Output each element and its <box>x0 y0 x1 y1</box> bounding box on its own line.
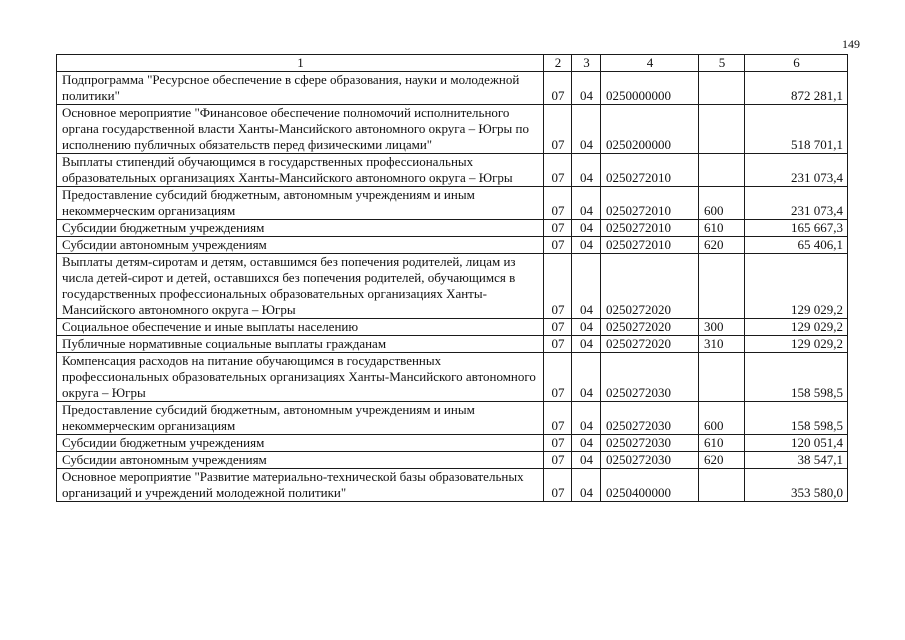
row-section: 07 <box>544 353 572 402</box>
row-sum: 231 073,4 <box>745 187 848 220</box>
row-target-code: 0250000000 <box>601 72 699 105</box>
row-sum: 518 701,1 <box>745 105 848 154</box>
row-subsection: 04 <box>572 105 601 154</box>
table-row <box>57 435 848 452</box>
row-name: Субсидии автономным учреждениям <box>57 237 544 254</box>
table-row <box>57 469 848 502</box>
row-section: 07 <box>544 154 572 187</box>
row-section: 07 <box>544 72 572 105</box>
table-row <box>57 402 848 435</box>
table-row <box>57 237 848 254</box>
table-row <box>57 336 848 353</box>
row-sum: 129 029,2 <box>745 254 848 319</box>
row-section: 07 <box>544 469 572 502</box>
row-expense-type: 600 <box>699 402 745 435</box>
row-subsection: 04 <box>572 435 601 452</box>
row-subsection: 04 <box>572 154 601 187</box>
header-cell: 1 <box>57 55 544 72</box>
row-sum: 158 598,5 <box>745 353 848 402</box>
row-name: Основное мероприятие "Финансовое обеспечение полномочий исполнительного органа государственной власти Ханты-Мансийского автономного округа – Югры по исполнению публичных обязательств перед физическими лицами" <box>57 105 544 154</box>
row-section: 07 <box>544 237 572 254</box>
row-target-code: 0250272010 <box>601 154 699 187</box>
row-expense-type <box>699 72 745 105</box>
row-target-code: 0250272030 <box>601 452 699 469</box>
row-name: Предоставление субсидий бюджетным, автономным учреждениям и иным некоммерческим организациям <box>57 187 544 220</box>
table-row <box>57 452 848 469</box>
header-cell: 4 <box>601 55 699 72</box>
page-number: 149 <box>842 37 860 51</box>
row-subsection: 04 <box>572 187 601 220</box>
row-expense-type <box>699 469 745 502</box>
row-target-code: 0250400000 <box>601 469 699 502</box>
row-expense-type: 620 <box>699 237 745 254</box>
row-subsection: 04 <box>572 452 601 469</box>
row-expense-type: 310 <box>699 336 745 353</box>
row-expense-type <box>699 154 745 187</box>
row-subsection: 04 <box>572 237 601 254</box>
row-section: 07 <box>544 187 572 220</box>
row-target-code: 0250272020 <box>601 319 699 336</box>
row-name: Публичные нормативные социальные выплаты гражданам <box>57 336 544 353</box>
row-sum: 165 667,3 <box>745 220 848 237</box>
row-section: 07 <box>544 220 572 237</box>
row-sum: 872 281,1 <box>745 72 848 105</box>
row-sum: 231 073,4 <box>745 154 848 187</box>
row-expense-type <box>699 105 745 154</box>
table-row <box>57 319 848 336</box>
row-section: 07 <box>544 254 572 319</box>
row-expense-type: 300 <box>699 319 745 336</box>
row-name: Компенсация расходов на питание обучающимся в государственных профессиональных образовательных организациях Ханты-Мансийского автономного округа – Югры <box>57 353 544 402</box>
row-section: 07 <box>544 452 572 469</box>
row-subsection: 04 <box>572 336 601 353</box>
row-sum: 158 598,5 <box>745 402 848 435</box>
budget-table <box>56 54 848 502</box>
table-row <box>57 154 848 187</box>
row-name: Предоставление субсидий бюджетным, автономным учреждениям и иным некоммерческим организациям <box>57 402 544 435</box>
row-section: 07 <box>544 336 572 353</box>
row-target-code: 0250272030 <box>601 402 699 435</box>
row-section: 07 <box>544 319 572 336</box>
row-sum: 353 580,0 <box>745 469 848 502</box>
row-subsection: 04 <box>572 319 601 336</box>
row-subsection: 04 <box>572 220 601 237</box>
row-section: 07 <box>544 402 572 435</box>
table-header-row <box>57 55 848 72</box>
row-target-code: 0250272020 <box>601 336 699 353</box>
row-target-code: 0250272010 <box>601 237 699 254</box>
header-cell: 6 <box>745 55 848 72</box>
row-target-code: 0250272010 <box>601 220 699 237</box>
row-subsection: 04 <box>572 353 601 402</box>
row-section: 07 <box>544 435 572 452</box>
row-subsection: 04 <box>572 72 601 105</box>
row-sum: 38 547,1 <box>745 452 848 469</box>
row-name: Подпрограмма "Ресурсное обеспечение в сфере образования, науки и молодежной политики" <box>57 72 544 105</box>
row-subsection: 04 <box>572 469 601 502</box>
row-expense-type: 620 <box>699 452 745 469</box>
row-name: Основное мероприятие "Развитие материально-технической базы образовательных организаций и учреждений молодежной политики" <box>57 469 544 502</box>
row-name: Выплаты детям-сиротам и детям, оставшимся без попечения родителей, лицам из числа детей-сирот и детей, оставшихся без попечения родителей, обучающимся в государственных профессиональных образовательных организациях Ханты-Мансийского автономного округа – Югры <box>57 254 544 319</box>
table-row <box>57 72 848 105</box>
row-name: Субсидии автономным учреждениям <box>57 452 544 469</box>
header-cell: 2 <box>544 55 572 72</box>
table-row <box>57 105 848 154</box>
row-name: Выплаты стипендий обучающимся в государственных профессиональных образовательных организациях Ханты-Мансийского автономного округа – Югры <box>57 154 544 187</box>
table-row <box>57 254 848 319</box>
table-body <box>57 72 848 502</box>
row-name: Субсидии бюджетным учреждениям <box>57 220 544 237</box>
row-expense-type: 610 <box>699 435 745 452</box>
row-target-code: 0250200000 <box>601 105 699 154</box>
header-cell: 5 <box>699 55 745 72</box>
row-expense-type <box>699 353 745 402</box>
row-expense-type: 610 <box>699 220 745 237</box>
row-section: 07 <box>544 105 572 154</box>
row-sum: 65 406,1 <box>745 237 848 254</box>
header-cell: 3 <box>572 55 601 72</box>
row-sum: 120 051,4 <box>745 435 848 452</box>
row-name: Субсидии бюджетным учреждениям <box>57 435 544 452</box>
table-row <box>57 187 848 220</box>
row-subsection: 04 <box>572 402 601 435</box>
row-sum: 129 029,2 <box>745 319 848 336</box>
row-expense-type <box>699 254 745 319</box>
row-name: Социальное обеспечение и иные выплаты населению <box>57 319 544 336</box>
table-row <box>57 220 848 237</box>
row-expense-type: 600 <box>699 187 745 220</box>
row-sum: 129 029,2 <box>745 336 848 353</box>
row-subsection: 04 <box>572 254 601 319</box>
table-row <box>57 353 848 402</box>
row-target-code: 0250272030 <box>601 353 699 402</box>
row-target-code: 0250272030 <box>601 435 699 452</box>
row-target-code: 0250272020 <box>601 254 699 319</box>
row-target-code: 0250272010 <box>601 187 699 220</box>
